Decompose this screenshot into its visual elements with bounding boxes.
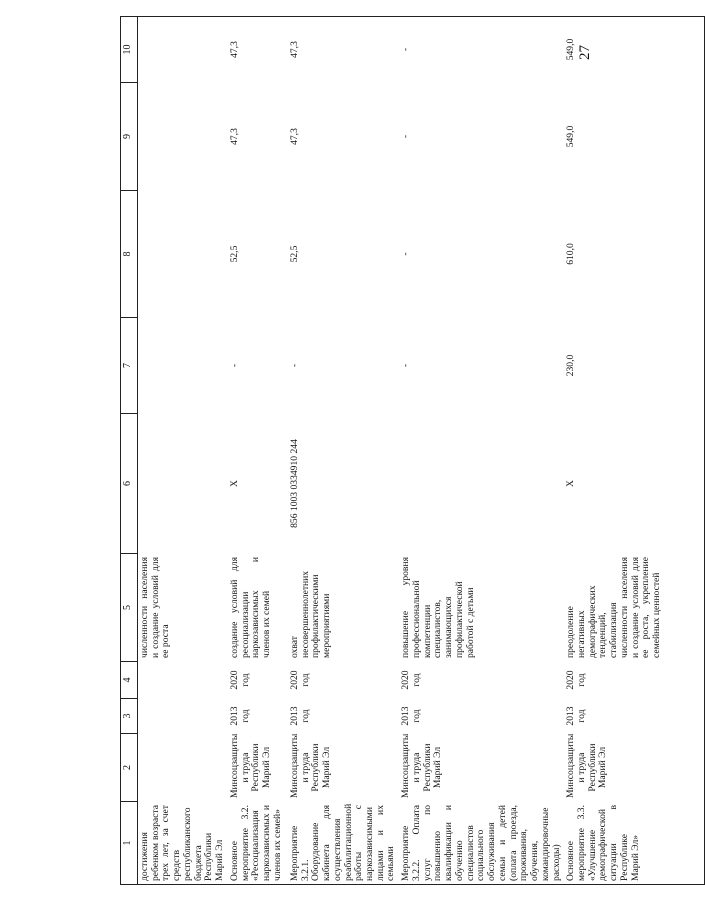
value-col-8: - xyxy=(400,252,412,256)
column-number: 4 xyxy=(121,662,138,699)
value-col-8: 610,0 xyxy=(564,191,704,318)
measure-name: Основное мероприятие 3.3. «Улучшение демографической ситуации в Республике Марий Эл» xyxy=(564,802,704,885)
column-number: 9 xyxy=(121,83,138,191)
value-col-7: - xyxy=(400,363,412,368)
end-year: 2020 год xyxy=(228,670,251,690)
measure-name: Мероприятие 3.2.1. Оборудование кабинета для осуществления реабилитационной работы с наркозависимыми лицами и их семьями xyxy=(288,802,399,885)
end-year: 2020 год xyxy=(400,670,422,690)
budget-code: Х xyxy=(564,414,704,554)
column-number: 5 xyxy=(121,554,138,662)
column-number: 2 xyxy=(121,734,138,802)
budget-code xyxy=(138,414,228,554)
measure-name: достижения ребенком возраста трех лет, за счет средств республиканского бюджета Республики Марий Эл xyxy=(138,802,228,885)
column-number: 7 xyxy=(121,318,138,414)
value-col-9: 549,0 xyxy=(564,83,704,191)
start-year: 2013 год xyxy=(288,706,311,726)
start-year xyxy=(138,699,228,734)
value-col-10: - xyxy=(399,17,564,83)
value-col-10: 47,3 xyxy=(288,17,399,83)
expected-result: повышение уровня профессиональной компетенции специалистов, занимающихся профилактической работой с детьми xyxy=(400,557,476,658)
end-year: 2020 год xyxy=(288,670,311,690)
end-year xyxy=(138,662,228,699)
value-col-10: 47,3 xyxy=(228,17,288,83)
expected-result: создание условий для ресоциализации наркозависимых и членов их семей xyxy=(228,557,273,658)
start-year: 2013 год xyxy=(564,699,704,734)
responsible-executor: Минсоцзащиты и труда Республики Марий Эл xyxy=(288,733,333,798)
table-row xyxy=(564,17,704,885)
column-number: 6 xyxy=(121,414,138,554)
responsible-executor: Минсоцзащиты и труда Республики Марий Эл xyxy=(228,733,273,798)
rotated-table-sheet xyxy=(120,17,663,885)
program-measures-table xyxy=(120,16,705,885)
value-col-8: 52,5 xyxy=(228,245,240,263)
table-row xyxy=(138,17,228,885)
column-number: 8 xyxy=(121,191,138,318)
column-number: 3 xyxy=(121,699,138,734)
page-number: 27 xyxy=(577,45,593,60)
column-number: 1 xyxy=(121,802,138,885)
value-col-7: 230,0 xyxy=(564,318,704,414)
expected-result: численности населения и создание условий для ее роста xyxy=(139,557,172,658)
expected-result: охват несовершеннолетних профилактическими мероприятиями xyxy=(288,570,333,658)
value-col-8: 52,5 xyxy=(288,245,300,263)
table-row xyxy=(228,17,288,885)
measure-name: Мероприятие 3.2.2. Оплата услуг по повышению квалификации и обучению специалистов социального обслуживания семьи и детей (оплата проезда, проживания, обучения, командировочные расходы) xyxy=(399,802,564,885)
value-col-8 xyxy=(138,191,228,318)
responsible-executor: Минсоцзащиты и труда Республики Марий Эл xyxy=(564,734,704,802)
start-year: 2013 год xyxy=(228,706,251,726)
value-col-9: 47,3 xyxy=(228,128,240,145)
value-col-7 xyxy=(138,318,228,414)
responsible-executor xyxy=(138,734,228,802)
value-col-9: 47,3 xyxy=(288,128,300,145)
measure-name: Основное мероприятие 3.2. «Ресоциализация наркозависимых и членов их семей» xyxy=(228,802,288,885)
value-col-10 xyxy=(138,17,228,83)
budget-code: 856 1003 0334910 244 xyxy=(288,439,300,528)
budget-code: Х xyxy=(228,480,240,487)
column-number: 10 xyxy=(121,17,138,83)
table-row xyxy=(288,17,399,885)
column-number-row xyxy=(121,17,138,885)
table-row xyxy=(399,17,564,885)
budget-code xyxy=(399,414,564,554)
expected-result: преодоление негативных демографических тенденций, стабилизация численности населения и создание условий для ее роста, укрепление семейных ценностей xyxy=(564,554,704,662)
end-year: 2020 год xyxy=(564,662,704,699)
value-col-10: 549,0 xyxy=(564,17,704,83)
start-year: 2013 год xyxy=(400,706,422,726)
responsible-executor: Минсоцзащиты и труда Республики Марий Эл xyxy=(400,733,444,798)
value-col-9: - xyxy=(400,134,412,139)
value-col-7: - xyxy=(288,363,300,368)
value-col-9 xyxy=(138,83,228,191)
value-col-7: - xyxy=(228,363,240,368)
